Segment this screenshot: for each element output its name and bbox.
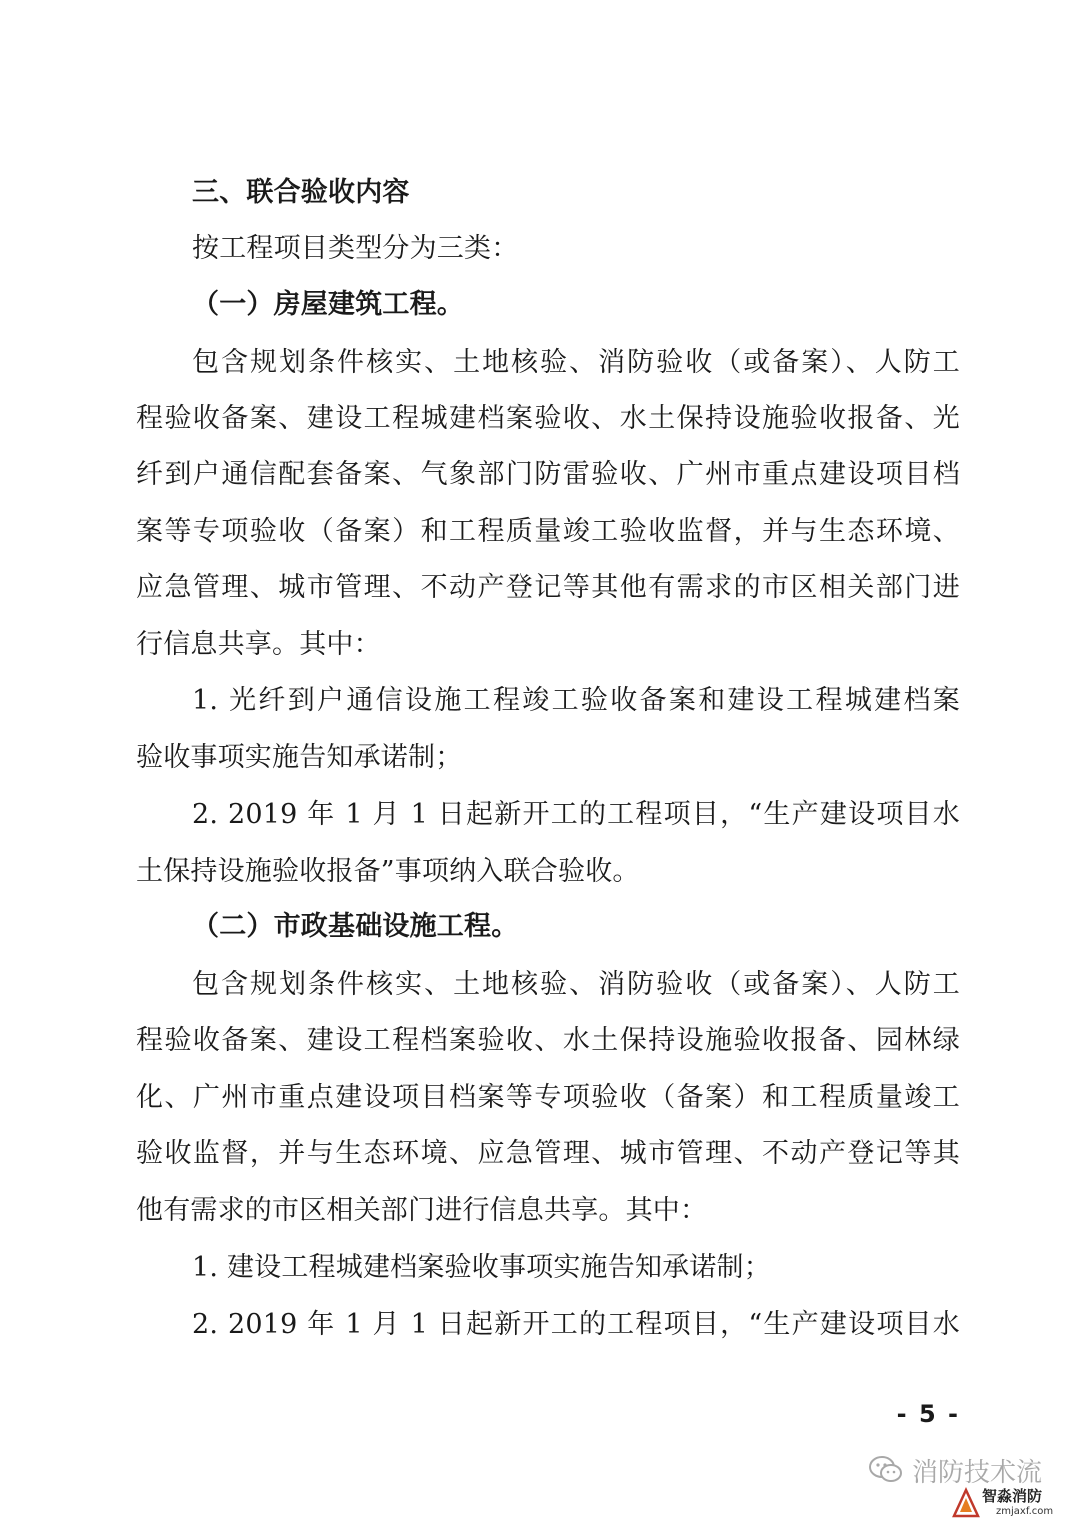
list-item-line: 2. 2019 年 1 月 1 日起新开工的工程项目，“生产建设项目水 [192, 799, 960, 830]
paragraph-line: 行信息共享。其中： [136, 629, 381, 660]
list-item-line: 2. 2019 年 1 月 1 日起新开工的工程项目，“生产建设项目水 [192, 1309, 960, 1340]
subsection-heading: （二）市政基础设施工程。 [192, 911, 519, 942]
watermark-text: 消防技术流 [912, 1457, 1043, 1488]
wechat-icon [868, 1455, 904, 1485]
list-item-line: 验收事项实施告知承诺制； [136, 742, 463, 773]
paragraph-line: 包含规划条件核实、土地核验、消防验收（或备案）、人防工 [192, 347, 960, 378]
list-item-line: 1. 光纤到户通信设施工程竣工验收备案和建设工程城建档案 [192, 685, 960, 716]
paragraph-line: 验收监督，并与生态环境、应急管理、城市管理、不动产登记等其 [136, 1138, 960, 1169]
paragraph-line: 按工程项目类型分为三类： [192, 233, 519, 264]
paragraph-line: 应急管理、城市管理、不动产登记等其他有需求的市区相关部门进 [136, 572, 960, 603]
list-item-line: 1. 建设工程城建档案验收事项实施告知承诺制； [192, 1252, 771, 1283]
list-item-line: 土保持设施验收报备”事项纳入联合验收。 [136, 856, 640, 887]
page-number: - 5 - [896, 1400, 960, 1428]
paragraph-line: 程验收备案、建设工程城建档案验收、水土保持设施验收报备、光 [136, 403, 960, 434]
paragraph-line: 包含规划条件核实、土地核验、消防验收（或备案）、人防工 [192, 969, 960, 1000]
paragraph-line: 化、广州市重点建设项目档案等专项验收（备案）和工程质量竣工 [136, 1082, 960, 1113]
subsection-heading: （一）房屋建筑工程。 [192, 289, 464, 320]
brand-logo-url: zmjaxf.com [996, 1506, 1054, 1517]
paragraph-line: 程验收备案、建设工程档案验收、水土保持设施验收报备、园林绿 [136, 1025, 960, 1056]
paragraph-line: 他有需求的市区相关部门进行信息共享。其中： [136, 1195, 708, 1226]
paragraph-line: 案等专项验收（备案）和工程质量竣工验收监督，并与生态环境、 [136, 516, 960, 547]
brand-logo-name: 智淼消防 [982, 1487, 1043, 1505]
paragraph-line: 纤到户通信配套备案、气象部门防雷验收、广州市重点建设项目档 [136, 459, 960, 490]
watermark [868, 1450, 1042, 1490]
section-heading: 三、联合验收内容 [192, 177, 410, 208]
